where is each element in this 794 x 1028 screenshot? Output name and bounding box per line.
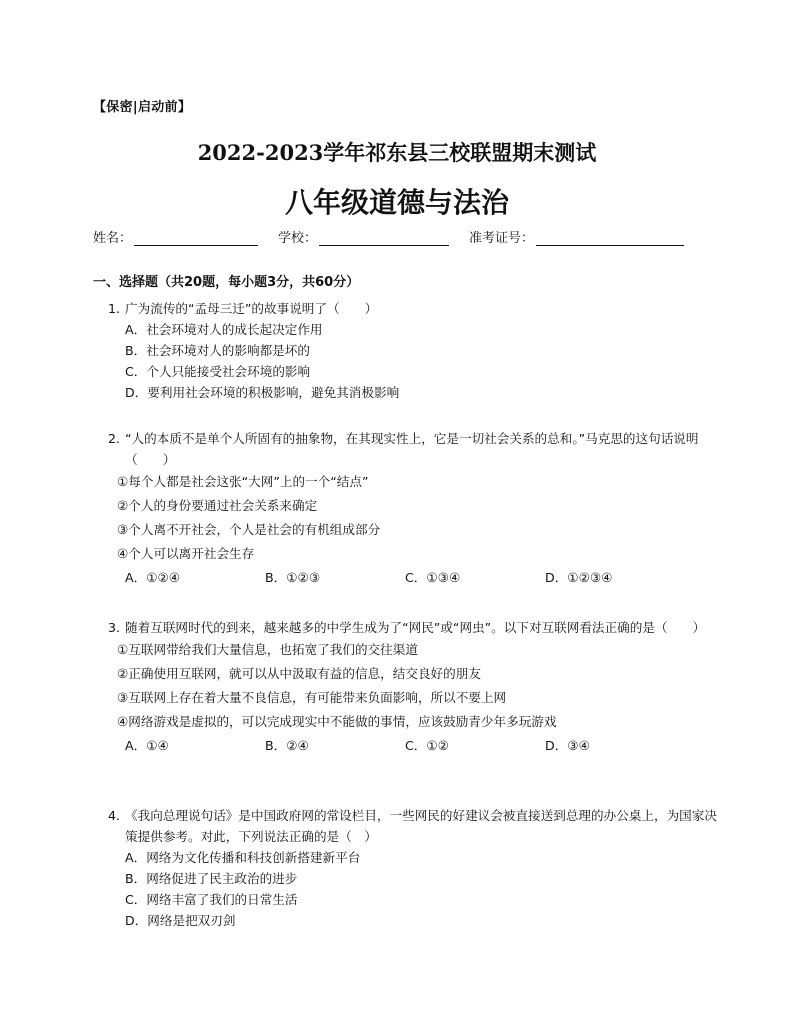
option-d[interactable]: D．要利用社会环境的积极影响，避免其消极影响 xyxy=(125,385,400,400)
question-number: 3. xyxy=(108,620,121,635)
options-row xyxy=(108,734,718,758)
question-number: 4. xyxy=(108,808,121,823)
statement-4: ④个人可以离开社会生存 xyxy=(117,546,255,561)
exam-id-field[interactable] xyxy=(469,227,684,246)
name-field[interactable] xyxy=(93,227,258,246)
question-stem xyxy=(108,428,718,470)
option-a[interactable]: A．网络为文化传播和科技创新搭建新平台 xyxy=(125,850,361,865)
statement-1: ①每个人都是社会这张“大网”上的一个“结点” xyxy=(117,474,369,489)
school-label: 学校： xyxy=(278,231,318,246)
option-c[interactable]: C．①③④ xyxy=(405,570,461,585)
subject-title: 八年级道德与法治 xyxy=(284,186,509,219)
option-a[interactable]: A．①②④ xyxy=(125,570,181,585)
confidential-label: 【保密|启动前】 xyxy=(93,100,192,115)
exam-id-label: 准考证号： xyxy=(469,231,535,246)
question-text: “人的本质不是单个人所固有的抽象物，在其现实性上，它是一切社会关系的总和。”马克思的这句话说明（ ） xyxy=(125,431,699,467)
school-field[interactable] xyxy=(278,227,449,246)
option-d[interactable]: D．①②③④ xyxy=(545,570,613,585)
option-b[interactable]: B．社会环境对人的影响都是坏的 xyxy=(125,343,310,358)
student-info-row xyxy=(93,224,684,246)
question-text: 广为流传的“孟母三迁”的故事说明了（ ） xyxy=(125,301,378,316)
question-stem xyxy=(108,298,718,319)
statement-3: ③互联网上存在着大量不良信息，有可能带来负面影响，所以不要上网 xyxy=(117,690,507,705)
option-c[interactable]: C．网络丰富了我们的日常生活 xyxy=(125,892,298,907)
section-heading: 一、选择题（共20题，每小题3分，共60分） xyxy=(93,275,360,290)
question-2 xyxy=(108,428,718,590)
option-d[interactable]: D．网络是把双刃剑 xyxy=(125,913,236,928)
question-number: 1. xyxy=(108,301,121,316)
school-blank[interactable] xyxy=(319,231,449,246)
question-text: 随着互联网时代的到来，越来越多的中学生成为了“网民”或“网虫”。以下对互联网看法正确的是（ ） xyxy=(125,620,706,635)
statement-2: ②正确使用互联网，就可以从中汲取有益的信息，结交良好的朋友 xyxy=(117,666,481,681)
statement-3: ③个人离不开社会，个人是社会的有机组成部分 xyxy=(117,522,381,537)
name-label: 姓名： xyxy=(93,231,133,246)
statement-4: ④网络游戏是虚拟的，可以完成现实中不能做的事情，应该鼓励青少年多玩游戏 xyxy=(117,714,557,729)
question-stem xyxy=(108,617,718,638)
statement-2: ②个人的身份要通过社会关系来确定 xyxy=(117,498,318,513)
exam-title: 2022-2023学年祁东县三校联盟期末测试 xyxy=(197,140,597,165)
question-text: 《我向总理说句话》是中国政府网的常设栏目，一些网民的好建议会被直接送到总理的办公桌上，为国家决策提供参考。对此，下列说法正确的是（ ） xyxy=(125,808,717,844)
option-b[interactable]: B．①②③ xyxy=(265,570,321,585)
option-b[interactable]: B．网络促进了民主政治的进步 xyxy=(125,871,298,886)
question-number: 2. xyxy=(108,431,121,446)
option-a[interactable]: A．①④ xyxy=(125,738,169,753)
question-3 xyxy=(108,617,718,758)
option-c[interactable]: C．个人只能接受社会环境的影响 xyxy=(125,364,311,379)
question-4 xyxy=(108,805,718,931)
name-blank[interactable] xyxy=(134,231,258,246)
exam-id-blank[interactable] xyxy=(536,231,684,246)
option-c[interactable]: C．①② xyxy=(405,738,449,753)
option-d[interactable]: D．③④ xyxy=(545,738,590,753)
option-b[interactable]: B．②④ xyxy=(265,738,309,753)
question-stem xyxy=(108,805,718,847)
question-1 xyxy=(108,298,718,403)
option-a[interactable]: A．社会环境对人的成长起决定作用 xyxy=(125,322,323,337)
options-row xyxy=(108,566,718,590)
statement-1: ①互联网带给我们大量信息，也拓宽了我们的交往渠道 xyxy=(117,642,418,657)
